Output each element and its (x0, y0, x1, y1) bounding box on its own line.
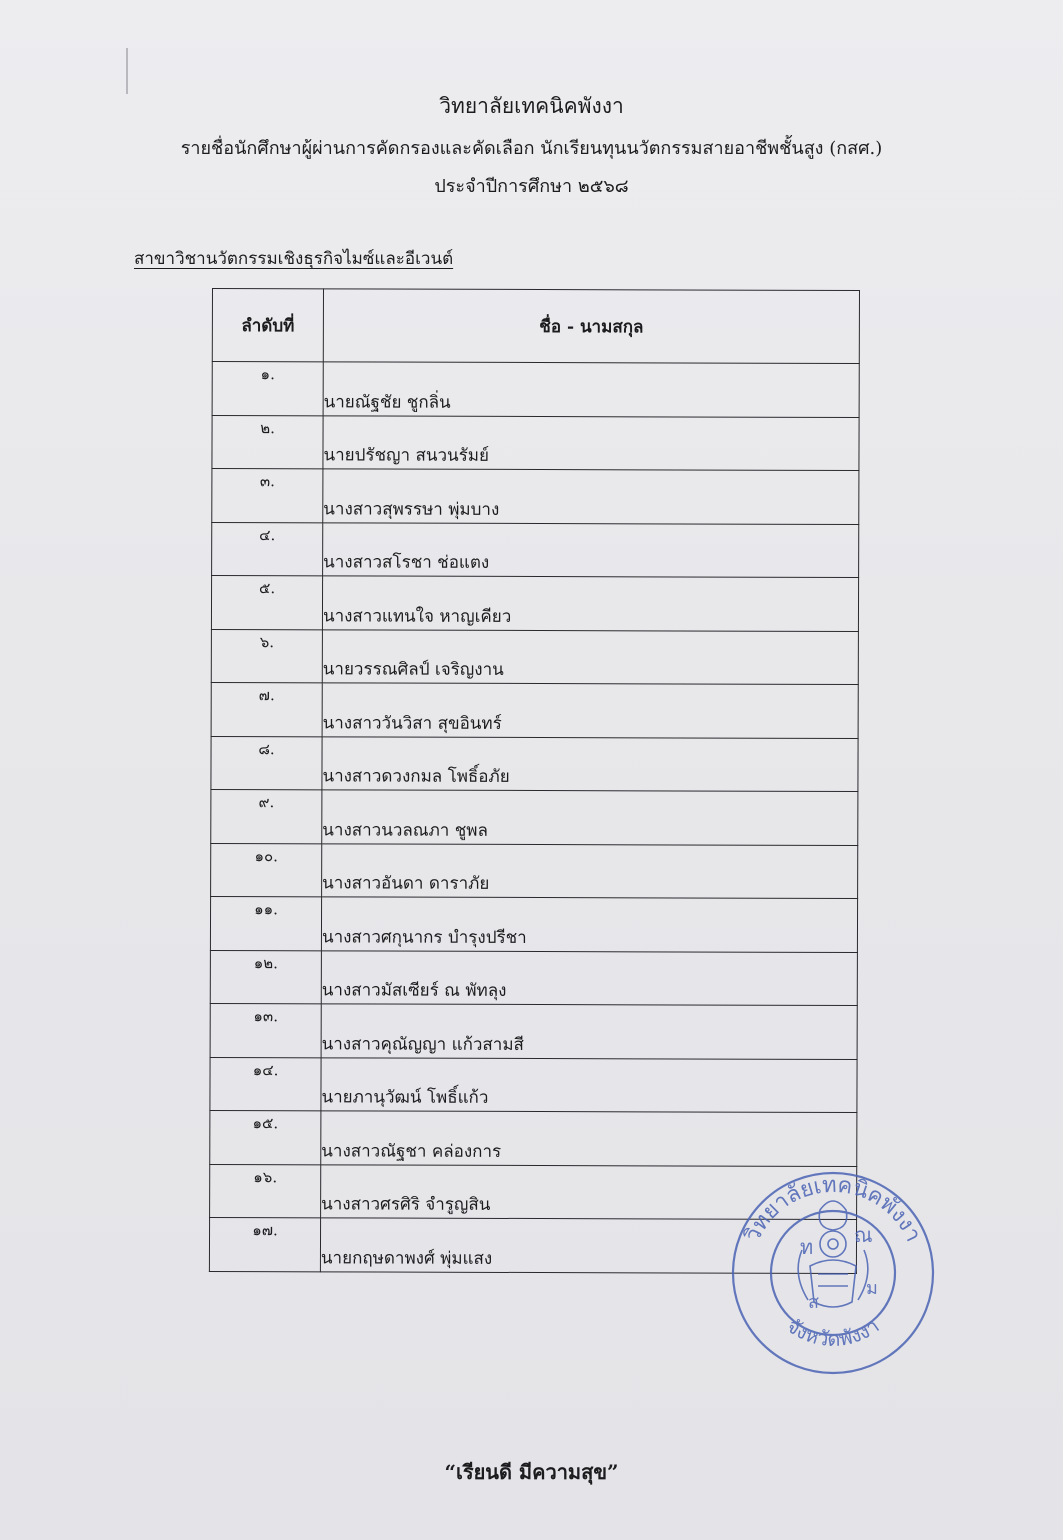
row-number: ๑๓. (210, 1003, 321, 1057)
row-number: ๘. (211, 736, 322, 790)
table-row (211, 629, 858, 685)
row-number: ๒. (212, 415, 323, 469)
row-number: ๙. (211, 789, 322, 843)
student-name: นายกฤษดาพงศ์ พุ่มแสง (320, 1218, 856, 1273)
row-number: ๕. (211, 576, 322, 630)
table-row (212, 415, 859, 471)
table-body (209, 362, 859, 1274)
row-number: ๓. (212, 469, 323, 523)
header-name: ชื่อ - นามสกุล (323, 289, 859, 364)
paper-mark (126, 48, 128, 94)
student-name: นายภานุวัฒน์ โพธิ์แก้ว (321, 1057, 857, 1112)
row-number: ๗. (211, 682, 322, 736)
table-row (212, 362, 859, 418)
row-number: ๑๕. (210, 1110, 321, 1164)
student-name: นางสาวศรศิริ จำรูญสิน (321, 1164, 857, 1219)
student-name: นางสาวคุณัญญา แก้วสามสี (321, 1004, 857, 1059)
row-number: ๑๖. (210, 1164, 321, 1218)
student-name: นางสาวดวงกมล โพธิ์อภัย (322, 736, 858, 791)
table-row (211, 736, 858, 792)
row-number: ๑๒. (210, 950, 321, 1004)
student-table (209, 288, 860, 1274)
seal-bottom-text: จังหวัดพังงา (782, 1313, 884, 1351)
institution-title: วิทยาลัยเทคนิคพังงา (439, 94, 624, 118)
row-number: ๑. (212, 362, 323, 416)
row-number: ๔. (212, 522, 323, 576)
row-number: ๑๑. (210, 896, 321, 950)
footer-motto: “เรียนดี มีความสุข” (444, 1460, 619, 1484)
college-seal-stamp (730, 1170, 936, 1376)
row-number: ๑๐. (211, 843, 322, 897)
table-row (210, 950, 857, 1006)
table-row (211, 576, 858, 632)
table-row (211, 682, 858, 738)
student-name: นายวรรณศิลป์ เจริญงาน (322, 629, 858, 684)
table-row (211, 789, 858, 845)
row-number: ๑๔. (210, 1057, 321, 1111)
row-number: ๖. (211, 629, 322, 683)
header-no: ลำดับที่ (212, 289, 323, 362)
student-name: นายปรัชญา สนวนรัมย์ (323, 415, 859, 470)
academic-year: ประจำปีการศึกษา ๒๕๖๘ (434, 176, 629, 197)
student-name: นางสาวแทนใจ หาญเคียว (322, 576, 858, 631)
table-row (212, 469, 859, 525)
table-row (210, 1057, 857, 1113)
department-heading: สาขาวิชานวัตกรรมเชิงธุรกิจไมซ์และอีเวนต์ (134, 249, 454, 269)
row-number: ๑๗. (209, 1217, 320, 1271)
student-name: นางสาวศกุนากร บำรุงปรีชา (321, 897, 857, 952)
table-row (211, 843, 858, 899)
student-name: นางสาวสโรชา ช่อแตง (323, 522, 859, 577)
student-name: นายณัฐชัย ชูกลิ่น (323, 362, 859, 417)
table-header-row (212, 289, 859, 364)
student-name: นางสาวอันดา ดาราภัย (322, 843, 858, 898)
document-subtitle: รายชื่อนักศึกษาผู้ผ่านการคัดกรองและคัดเลือก นักเรียนทุนนวัตกรรมสายอาชีพชั้นสูง (กสศ.) (180, 138, 883, 159)
seal-letter-3: ส (808, 1292, 819, 1313)
seal-letter-4: ม (866, 1278, 878, 1299)
seal-top-text: วิทยาลัยเทคนิคพังงา (740, 1172, 926, 1246)
table-row (210, 1110, 857, 1166)
seal-letter-1: ท (800, 1235, 814, 1259)
student-name: นางสาวณัฐชา คล่องการ (321, 1111, 857, 1166)
table-row (212, 522, 859, 578)
student-name: นางสาวนวลณภา ชูพล (322, 790, 858, 845)
seal-letter-2: ณ (854, 1223, 873, 1247)
student-name: นางสาวสุพรรษา พุ่มบาง (323, 469, 859, 524)
table-row (210, 896, 857, 952)
table-row (210, 1003, 857, 1059)
student-name: นางสาววันวิสา สุขอินทร์ (322, 683, 858, 738)
student-name: นางสาวมัสเซียร์ ณ พัทลุง (321, 950, 857, 1005)
